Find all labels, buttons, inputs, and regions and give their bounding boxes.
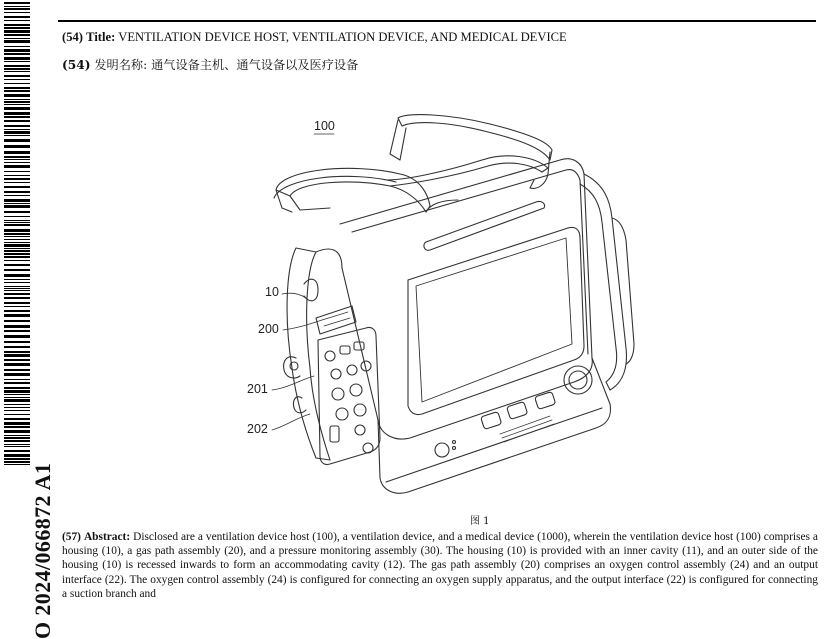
barcode-bar — [4, 34, 30, 36]
barcode-bar — [4, 151, 30, 154]
barcode-bar — [4, 16, 30, 18]
barcode-bar — [4, 426, 30, 428]
title-chinese — [62, 56, 358, 73]
header-rule — [58, 20, 816, 22]
barcode-bar — [4, 24, 30, 26]
barcode-bar — [4, 407, 30, 408]
barcode-bar — [4, 310, 30, 312]
ref-label-202: 202 — [247, 422, 268, 436]
barcode-bar — [4, 450, 30, 452]
title-zh-text: 通气设备主机、通气设备以及医疗设备 — [151, 58, 359, 72]
barcode-bar — [4, 346, 30, 348]
barcode-bar — [4, 369, 30, 371]
barcode-bar — [4, 49, 30, 52]
barcode-bar — [4, 379, 30, 380]
barcode-bar — [4, 351, 30, 353]
barcode-bar — [4, 57, 30, 60]
title-text: VENTILATION DEVICE HOST, VENTILATION DEVICE, AND MEDICAL DEVICE — [118, 30, 567, 44]
barcode-bar — [4, 99, 30, 100]
barcode-bar — [4, 182, 30, 183]
barcode-bar — [4, 104, 30, 105]
main-housing — [340, 159, 610, 493]
title-english — [62, 30, 567, 45]
barcode-bar — [4, 171, 30, 172]
barcode-bar — [4, 116, 30, 118]
barcode-bar — [4, 75, 30, 77]
abstract-text: Disclosed are a ventilation device host (100), a ventilation device, and a medical device (1000), wherein the ventilation device host (100) comprises a housing (10), a gas path assembly (20), and a pressure monitoring assembly (30). The housing (10) is provided with an inner cavity (11), and an outer side of the housing (10) is recessed inwards to form an accommodating cavity (12). The gas path assembly (20) comprises an oxygen control assembly (24) and an output interface (22). The oxygen control assembly (24) is configured for connecting an oxygen supply apparatus, and the output interface (22) is configured for connecting a suction branch and — [62, 531, 818, 600]
barcode-bar — [4, 87, 30, 89]
barcode-bar — [4, 61, 30, 62]
barcode-bar — [4, 199, 30, 202]
figure-caption: 图 1 — [470, 516, 490, 527]
barcode-bar — [4, 162, 30, 163]
power-button — [435, 443, 449, 457]
barcode-bar — [4, 244, 30, 247]
barcode-bar — [4, 220, 30, 221]
barcode-bar — [4, 404, 30, 405]
side-module — [284, 248, 380, 465]
barcode-bar — [4, 335, 30, 338]
barcode-bar — [4, 83, 30, 84]
barcode-bar — [4, 464, 30, 465]
barcode-bar — [4, 222, 30, 223]
barcode-bar — [4, 250, 30, 252]
barcode-bar — [4, 461, 30, 463]
barcode-bar — [4, 437, 30, 439]
barcode-bar — [4, 394, 30, 395]
barcode-bar — [4, 107, 30, 110]
barcode-bar — [4, 354, 30, 357]
barcode-bar — [4, 274, 30, 277]
barcode-bar — [4, 282, 30, 283]
barcode-bar — [4, 248, 30, 249]
barcode-bar — [4, 71, 30, 72]
usb-port — [330, 426, 339, 442]
ref-label-100: 100 — [314, 119, 335, 133]
barcode-bar — [4, 165, 30, 168]
barcode-bar — [4, 20, 30, 21]
barcode-bar — [4, 418, 30, 420]
side-port-10 — [304, 279, 318, 301]
barcode-bar — [4, 131, 30, 134]
barcode-bar — [4, 90, 30, 92]
ref-label-200: 200 — [258, 322, 279, 336]
barcode-bar — [4, 286, 30, 287]
barcode-bar — [4, 178, 30, 180]
barcode-bar — [4, 293, 30, 295]
barcode-bar — [4, 53, 30, 55]
barcode-bar — [4, 260, 30, 261]
barcode-bar — [4, 290, 30, 291]
barcode-bar — [4, 390, 30, 393]
barcode-bar — [4, 454, 30, 457]
barcode-bar — [4, 325, 30, 328]
barcode-bar — [4, 38, 30, 39]
barcode-bar — [4, 79, 30, 80]
title-tag: (54) — [62, 30, 83, 44]
barcode-bar — [4, 129, 30, 130]
barcode-bar — [4, 68, 30, 70]
barcode-bar — [4, 239, 30, 240]
abstract-block — [62, 530, 818, 601]
barcode-bar — [4, 373, 30, 376]
barcode-bar — [4, 203, 30, 204]
barcode-bar — [4, 458, 30, 460]
barcode-bar — [4, 414, 30, 415]
barcode-bar — [4, 94, 30, 97]
barcode-bar — [4, 242, 30, 243]
barcode-bar — [4, 120, 30, 122]
barcode-bar — [4, 139, 30, 142]
barcode-bar — [4, 306, 30, 307]
barcode-bar — [4, 233, 30, 235]
barcode-bar — [4, 397, 30, 398]
device-drawing — [230, 108, 650, 518]
barcode-bar — [4, 341, 30, 343]
barcode-bar — [4, 253, 30, 255]
barcode-bar — [4, 8, 30, 10]
barcode-bar — [4, 195, 30, 196]
title-zh-tag: (54) — [62, 58, 91, 72]
barcode-bar — [4, 440, 30, 442]
barcode-bar — [4, 446, 30, 447]
barcode-bar — [4, 159, 30, 160]
abstract-label: Abstract: — [83, 531, 131, 543]
barcode-bar — [4, 279, 30, 280]
barcode-bar — [4, 410, 30, 411]
barcode-bar — [4, 125, 30, 127]
barcode-bar — [4, 330, 30, 332]
barcode-bar — [4, 135, 30, 136]
publication-number — [2, 462, 55, 639]
publication-number-text: O 2024/066872 A1 — [30, 462, 55, 639]
barcode-bar — [4, 6, 30, 7]
ref-label-201: 201 — [247, 382, 268, 396]
barcode-bar — [4, 229, 30, 232]
barcode-bar — [4, 288, 30, 289]
barcode-bar — [4, 264, 30, 266]
barcode-bar — [4, 145, 30, 148]
abstract-tag: (57) — [62, 531, 81, 543]
barcode-bar — [4, 297, 30, 299]
barcode-bar — [4, 236, 30, 237]
side-bumper — [580, 174, 634, 390]
ref-label-10: 10 — [265, 285, 279, 299]
barcode-bar — [4, 216, 30, 217]
barcode-bar — [4, 314, 30, 317]
barcode-bar — [4, 211, 30, 213]
barcode-bar — [4, 320, 30, 322]
leader-line-202 — [272, 414, 310, 430]
leader-line-10 — [282, 293, 306, 298]
barcode-bar — [4, 302, 30, 304]
leader-line-200 — [283, 320, 322, 330]
side-knob-202 — [293, 397, 306, 413]
barcode-bar — [4, 30, 30, 33]
barcode-bar — [4, 112, 30, 115]
barcode-bar — [4, 256, 30, 258]
barcode-bar — [4, 359, 30, 361]
barcode-bar — [4, 2, 30, 4]
barcode-bar — [4, 12, 30, 13]
title-zh-label: 发明名称: — [94, 58, 148, 72]
barcode-bar — [4, 399, 30, 402]
barcode-bar — [4, 191, 30, 193]
barcode-bar — [4, 65, 30, 67]
barcode-bar — [4, 156, 30, 158]
barcode-bar — [4, 27, 30, 29]
barcode-bar — [4, 46, 30, 47]
barcode-bar — [4, 435, 30, 436]
barcode-bar — [4, 186, 30, 188]
barcode-bar — [4, 224, 30, 226]
barcode-bar — [4, 363, 30, 366]
barcode-bar — [4, 382, 30, 384]
barcode-bar — [4, 387, 30, 389]
barcode-bar — [4, 430, 30, 433]
barcode-bar — [4, 205, 30, 208]
barcode-bar — [4, 40, 30, 43]
barcode-bar — [4, 269, 30, 271]
button-1 — [481, 412, 502, 430]
barcode-bar — [4, 422, 30, 425]
barcode-bar — [4, 444, 30, 445]
barcode-bar — [4, 175, 30, 176]
barcode — [4, 0, 30, 470]
barcode-bar — [4, 101, 30, 103]
title-label: Title: — [86, 30, 116, 44]
